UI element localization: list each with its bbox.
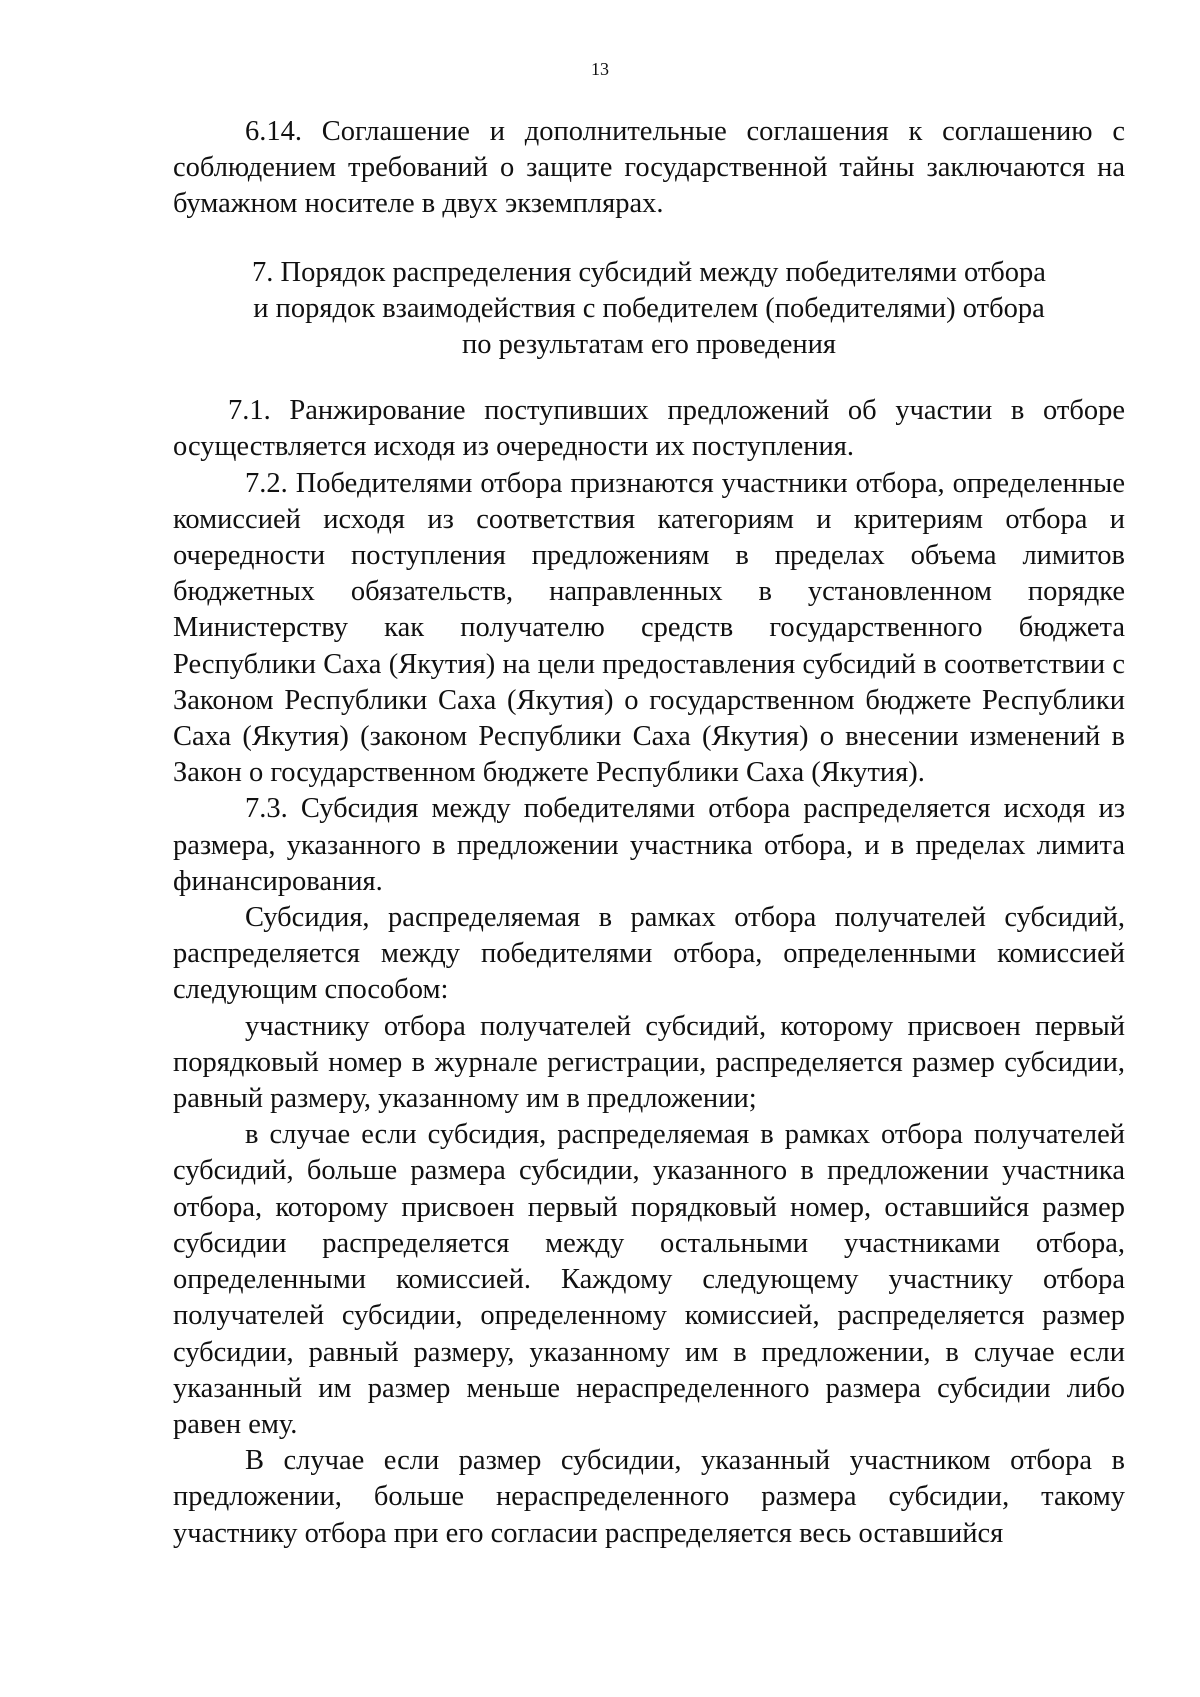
- section-7-heading: [173, 255, 1125, 364]
- paragraph-6-14: 6.14. Соглашение и дополнительные соглашения к соглашению с соблюдением требований о защите государственной тайны заключаются на бумажном носителе в двух экземплярах.: [173, 116, 1125, 220]
- heading-line: по результатам его проведения: [461, 329, 837, 361]
- paragraph-first-participant: участнику отбора получателей субсидий, которому присвоен первый порядковый номер в журнале регистрации, распределяется размер субсидии, равный размеру, указанному им в предложении;: [173, 1010, 1125, 1115]
- paragraph-remaining-distribution: в случае если субсидия, распределяемая в рамках отбора получателей субсидий, больше размера субсидии, указанного в предложении участника отбора, которому присвоен первый порядковый номер, оставшийся размер субсидии распределяется между остальными участниками отбора, определенными комиссией. Каждому следующему участнику отбора получателей субсидии, определенному комиссией, распределяется размер субсидии, равный размеру, указанному им в предложении, в случае если указанный им размер меньше нераспределенного размера субсидии либо равен ему.: [173, 1119, 1125, 1440]
- paragraph-7-3: 7.3. Субсидия между победителями отбора распределяется исходя из размера, указанного в предложении участника отбора, и в пределах лимита финансирования.: [173, 793, 1125, 897]
- paragraph-subsidy-method: Субсидия, распределяемая в рамках отбора получателей субсидий, распределяется между победителями отбора, определенными комиссией следующим способом:: [173, 902, 1125, 1006]
- heading-line: 7. Порядок распределения субсидий между победителями отбора: [252, 256, 1046, 288]
- paragraph-7-2: 7.2. Победителями отбора признаются участники отбора, определенные комиссией исходя из соответствия категориям и критериям отбора и очередности поступления предложениям в пределах объема лимитов бюджетных обязательств, направленных в установленном порядке Министерству как получателю средств государственного бюджета Республики Саха (Якутия) на цели предоставления субсидий в соответствии с Законом Республики Саха (Якутия) о государственном бюджете Республики Саха (Якутия) (законом Республики Саха (Якутия) о внесении изменений в Закон о государственном бюджете Республики Саха (Якутия).: [173, 467, 1125, 789]
- paragraph-excess-case: В случае если размер субсидии, указанный участником отбора в предложении, больше нераспределенного размера субсидии, такому участнику отбора при его согласии распределяется весь оставшийся: [173, 1445, 1125, 1549]
- paragraph-7-1: 7.1. Ранжирование поступивших предложений об участии в отборе осуществляется исходя из очередности их поступления.: [173, 395, 1125, 463]
- document-body: [173, 114, 1125, 1552]
- page-number: 13: [591, 59, 609, 79]
- heading-line: и порядок взаимодействия с победителем (победителями) отбора: [253, 292, 1045, 324]
